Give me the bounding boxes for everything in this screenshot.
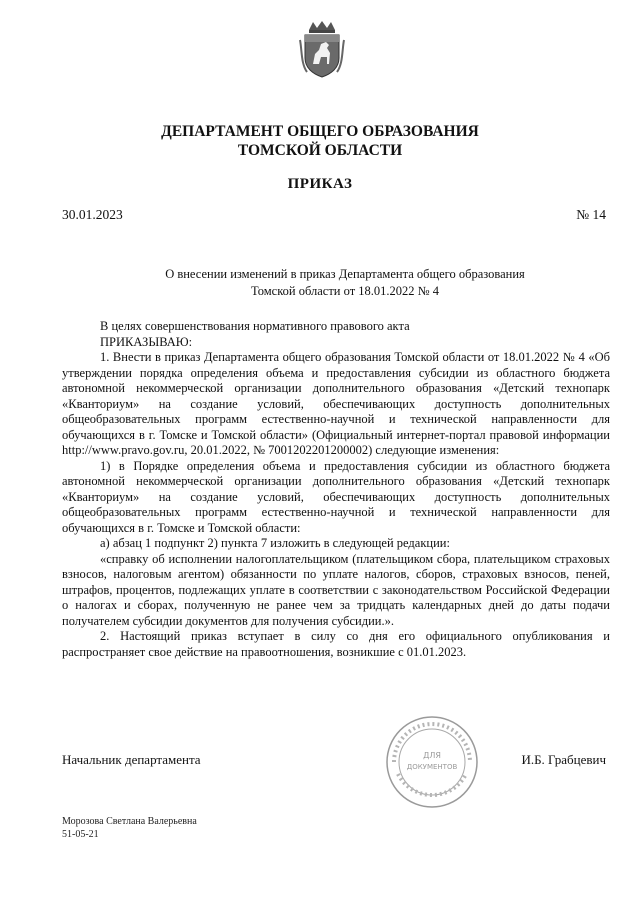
item-1-1-paragraph: 1) в Порядке определения объема и предоставления субсидии из областного бюджета автономной некоммерческой организации дополнительного образования «Детский технопарк «Кванториум» на создание условий, обеспечивающих доступность дополнительных общеобразовательных программ естественно-научной и технической направленности для обучающихся в г. Томске и Томской области: bbox=[62, 458, 610, 535]
document-type-title: ПРИКАЗ bbox=[287, 176, 353, 192]
svg-text:ДОКУМЕНТОВ: ДОКУМЕНТОВ bbox=[406, 763, 458, 771]
svg-text:ДЛЯ: ДЛЯ bbox=[423, 751, 441, 760]
signer-position: Начальник департамента bbox=[62, 752, 201, 767]
order-body bbox=[62, 319, 610, 660]
order-number: № 14 bbox=[576, 207, 606, 222]
order-subject bbox=[60, 266, 630, 299]
tomsk-coat-of-arms-icon bbox=[299, 20, 345, 78]
executor-name: Морозова Светлана Валерьевна bbox=[62, 816, 197, 827]
order-date: 30.01.2023 bbox=[62, 207, 123, 222]
item-1-1-a-paragraph: а) абзац 1 подпункт 2) пункта 7 изложить в следующей редакции: bbox=[100, 536, 450, 550]
department-name-line1: ДЕПАРТАМЕНТ ОБЩЕГО ОБРАЗОВАНИЯ bbox=[161, 123, 479, 140]
preamble-paragraph: В целях совершенствования нормативного правового акта bbox=[100, 319, 410, 333]
subject-line2: Томской области от 18.01.2022 № 4 bbox=[251, 283, 439, 298]
signer-name: И.Б. Грабцевич bbox=[521, 752, 606, 767]
subject-line1: О внесении изменений в приказ Департамента общего образования bbox=[165, 267, 525, 281]
department-name-line2: ТОМСКОЙ ОБЛАСТИ bbox=[237, 142, 403, 159]
quoted-text-paragraph: «справку об исполнении налогоплательщиком (плательщиком сбора, плательщиком страховых взносов, налоговым агентом) обязанности по уплате налогов, сборов, страховых взносов, пеней, штрафов, процентов, подлежащих уплате в соответствии с законодательством Российской Федерации о налогах и сборах, полученную не ранее чем за тридцать календарных дней до даты подачи получателем субсидии документов для получения субсидии.». bbox=[62, 551, 610, 628]
decree-paragraph: ПРИКАЗЫВАЮ: bbox=[100, 334, 193, 349]
executor-info bbox=[62, 815, 197, 841]
documents-stamp-icon bbox=[384, 714, 480, 810]
item-1-paragraph: 1. Внести в приказ Департамента общего образования Томской области от 18.01.2022 № 4 «Об утверждении порядка определения объема и предоставления субсидии из областного бюджета автономной некоммерческой организации дополнительного образования «Детский технопарк «Кванториум» на создание условий, обеспечивающих доступность дополнительных общеобразовательных программ естественно-научной и технической направленности для обучающихся в г. Томске и Томской области» (Официальный интернет-портал правовой информации http://www.pravo.gov.ru, 20.01.2022, № 7001202201200002) следующие изменения: bbox=[62, 350, 610, 457]
item-2-paragraph: 2. Настоящий приказ вступает в силу со дня его официального опубликования и распространяет свое действие на правоотношения, возникшие с 01.01.2023. bbox=[62, 629, 610, 659]
executor-phone: 51-05-21 bbox=[62, 829, 99, 840]
